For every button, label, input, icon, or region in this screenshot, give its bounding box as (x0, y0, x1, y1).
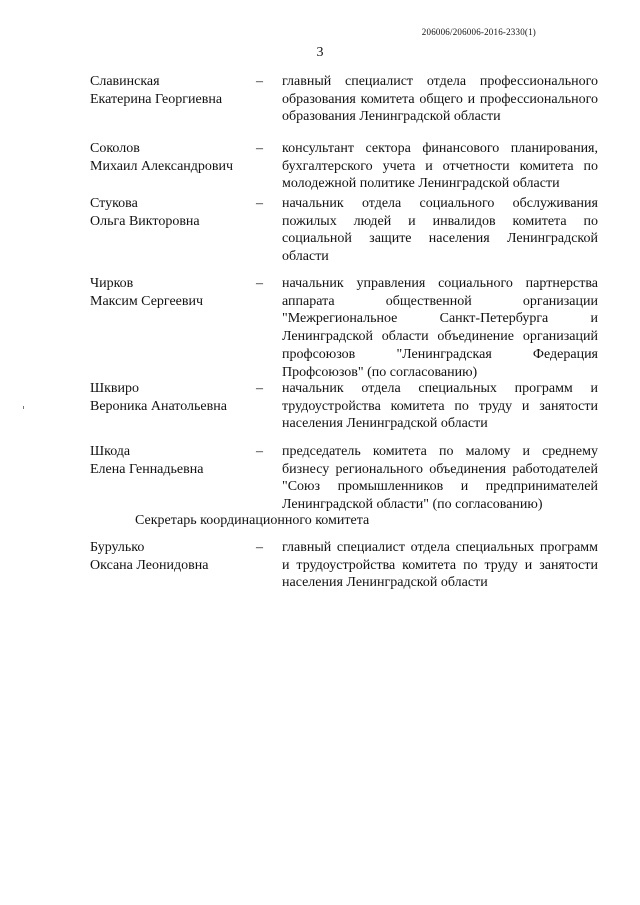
secretary-heading: Секретарь координационного комитета (135, 513, 370, 528)
document-id: 206006/206006-2016-2330(1) (421, 27, 536, 37)
member-role: начальник отдела социального обслуживания пожилых людей и инвалидов комитета по социальной защите населения Ленинградской области (282, 196, 598, 265)
member-entry (90, 539, 602, 592)
page-number: 3 (316, 45, 324, 60)
member-given-names: Михаил Александрович (90, 158, 234, 174)
member-dash: – (256, 74, 263, 89)
member-name (90, 380, 256, 415)
member-dash: – (256, 196, 263, 211)
member-name (90, 195, 256, 230)
member-entry (90, 195, 602, 275)
member-role: председатель комитета по малому и среднему бизнесу регионального объединения работодателей "Союз промышленников и предпринимателей Ленинградской области" (по согласованию) (282, 444, 598, 513)
member-role: начальник управления социального партнерства аппарата общественной организации "Межрегиональное Санкт-Петербурга и Ленинградской области объединение организаций профсоюзов "Ленинградская Федерация Профсоюзов" (по согласованию) (282, 276, 598, 380)
member-role: начальник отдела специальных программ и трудоустройства комитета по труду и занятости населения Ленинградской области (282, 381, 598, 432)
committee-member-list (90, 73, 602, 514)
member-surname: Соколов (90, 141, 140, 156)
member-given-names: Елена Геннадьевна (90, 461, 204, 477)
member-entry (90, 73, 602, 140)
member-dash: – (256, 540, 263, 555)
member-entry (90, 443, 602, 514)
member-surname: Бурулько (90, 540, 145, 555)
member-surname: Шквиро (90, 381, 140, 396)
member-given-names: Вероника Анатольевна (90, 398, 227, 414)
member-dash: – (256, 276, 263, 291)
member-surname: Шкода (90, 444, 131, 459)
member-role: главный специалист отдела профессионального образования комитета общего и профессионального образования Ленинградской области (282, 74, 598, 125)
member-dash: – (256, 444, 263, 459)
member-name (90, 73, 256, 108)
member-given-names: Оксана Леонидовна (90, 557, 209, 573)
member-name (90, 539, 256, 574)
member-entry (90, 380, 602, 443)
member-surname: Чирков (90, 276, 134, 291)
member-dash: – (256, 381, 263, 396)
scan-edge-mark (23, 406, 24, 409)
member-given-names: Екатерина Георгиевна (90, 91, 223, 107)
member-given-names: Максим Сергеевич (90, 293, 204, 309)
member-entry (90, 275, 602, 380)
member-surname: Стукова (90, 196, 138, 211)
member-role: главный специалист отдела специальных программ и трудоустройства комитета по труду и занятости населения Ленинградской области (282, 540, 598, 591)
member-given-names: Ольга Викторовна (90, 213, 200, 229)
member-entry (90, 140, 602, 195)
secretary-entry (90, 539, 602, 592)
member-name (90, 140, 256, 175)
member-surname: Славинская (90, 74, 160, 89)
member-role: консультант сектора финансового планирования, бухгалтерского учета и отчетности комитета по молодежной политике Ленинградской области (282, 141, 598, 192)
member-name (90, 443, 256, 478)
member-dash: – (256, 141, 263, 156)
member-name (90, 275, 256, 310)
